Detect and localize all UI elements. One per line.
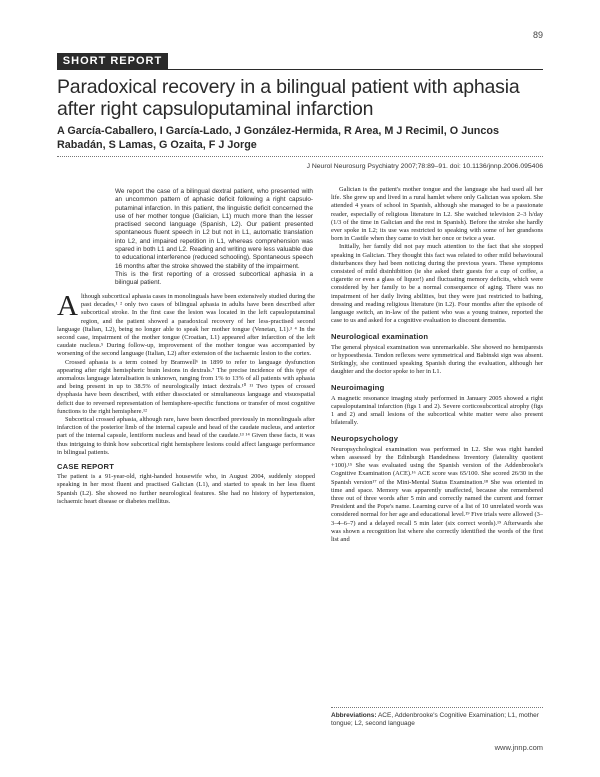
abbreviations-text: ACE, Addenbrooke's Cognitive Examination; L1, mother tongue; L2, second language bbox=[331, 712, 539, 728]
abbreviations-note bbox=[331, 712, 543, 729]
abstract-paragraph: This is the first reporting of a crossed subcortical aphasia in a bilingual patient. bbox=[115, 270, 313, 287]
abstract-paragraph: We report the case of a bilingual dextral patient, who presented with an uncommon pattern of aphasic deficit following a right capsulo-putaminal infarction. In this patient, the linguistic deficit concerned the use of her mother tongue (Galician, L1) much more than the lesser practised second language (Spanish, L2). Our patient presented spontaneous fluent speech in L2 but not in L1, automatic translation into L2, and impaired repetition in L1, whereas comprehension was spared in both L1 and L2. Reading and writing were less valuable due to educational interference (reduced schooling). Spontaneous speech 16 months after the stroke showed the stability of the impairment. bbox=[115, 188, 313, 270]
author-list: A García-Caballero, I García-Lado, J González-Hermida, R Area, M J Recimil, O Juncos Rabadán, S Lamas, G Ozaita, F J Jorge bbox=[57, 125, 500, 151]
body-paragraph: The patient is a 91-year-old, right-handed housewife who, in August 2004, suddenly stopped speaking in her most fluent and practised Galician (L1), and started to speak in her less fluent Spanish (L2). She showed no further neurological features. She had no history of hypertension, ischaemic heart disease or diabetes mellitus. bbox=[57, 473, 315, 505]
abbreviations-label: Abbreviations: bbox=[331, 712, 377, 719]
article-title: Paradoxical recovery in a bilingual patient with aphasia after right capsuloputaminal infarction bbox=[57, 76, 520, 120]
body-paragraph: The general physical examination was unremarkable. She showed no hemiparesis or hypoesthesia. Tendon reflexes were symmetrical and Babinski sign was absent. Strikingly, she continued speaking Spanish during the evaluation, although her daughter and the doctor spoke to her in L1. bbox=[331, 343, 543, 376]
citation-line: J Neurol Neurosurg Psychiatry 2007;78:89–91. doi: 10.1136/jnnp.2006.095406 bbox=[306, 163, 543, 170]
body-paragraph: A magnetic resonance imaging study performed in January 2005 showed a right capsuloputaminal infarction (figs 1 and 2). Severe corticosubcortical atrophy (figs 1 and 2) and small lesions of the subcortical white matter were also present bilaterally. bbox=[331, 394, 543, 427]
body-paragraph: Initially, her family did not pay much attention to the fact that she stopped speaking in Galician. They thought this fact was related to other mild behavioural disturbances they had been noticing during the previous years. These symptoms consisted of mild disinhibition (ie she asked their guests for a cup of coffee, a cigarette or even a glass of liquor!) and fluctuating memory deficits, which were considered by her family to be a normal consequence of aging. There was no impairment of her daily living abilities, but they were just restricted to bathing, dressing and reading religious literature (in L2). Four months after the episode of language switch, an in-law of the patient who was a young trainee, reported the case to us and asked for a cognitive evaluation to discount dementia. bbox=[331, 243, 543, 325]
case-report-heading: CASE REPORT bbox=[57, 462, 115, 472]
dotted-divider bbox=[331, 707, 543, 708]
right-column bbox=[331, 186, 543, 544]
footer-url[interactable]: www.jnnp.com bbox=[494, 743, 543, 752]
body-paragraph: Subcortical crossed aphasia, although rare, have been described previously in monolinguals after infarction of the posterior limb of the internal capsule and head of the caudate nucleus, and anterior part of the internal capsule, lentiform nucleus and head of the caudate.¹³ ¹⁴ Given these facts, it was thus intriguing to think how subcortical right hemisphere lesions could affect language performance in bilingual patients. bbox=[57, 416, 315, 456]
intro-paragraph bbox=[57, 290, 315, 359]
page-number: 89 bbox=[532, 30, 543, 40]
dotted-divider bbox=[57, 156, 543, 157]
abstract-box bbox=[115, 188, 313, 287]
drop-cap: A bbox=[57, 290, 78, 322]
body-paragraph: Galician is the patient's mother tongue and the language she had used all her life. She grew up and lived in a rural hamlet where only Galician was spoken. She attended 4 years of school in Spanish, although she managed to be a passionate reader, especially of religious literature in L2. She watched television 2–3 h/day (1/3 of the time in Galician and the rest in Spanish). Before the stroke she hardly ever spoke in L2; its use was restricted to speaking with some of her grandsons born in Castile when they came to visit her once or twice a year. bbox=[331, 186, 543, 243]
body-paragraph: Crossed aphasia is a term coined by Bramwell⁶ in 1899 to refer to language dysfunction appearing after right hemispheric brain lesions in dextrals.⁷ The precise incidence of this type of anomalous language lateralisation is unknown, ranging from 1% to 13% of all patients with aphasia and being present in up to 38.5% of neurologically intact dextrals.¹⁰ ¹¹ Two types of crossed dysphasia have been described, with either dissociated or simultaneous language and visuospatial deficit due to reversed representation of hemisphere-specific functions or transfer of most cognitive functions to the right hemisphere.¹² bbox=[57, 358, 315, 415]
neuroimaging-heading: Neuroimaging bbox=[331, 383, 385, 393]
section-banner: SHORT REPORT bbox=[57, 53, 168, 70]
neurological-exam-heading: Neurological examination bbox=[331, 332, 429, 342]
banner-rule bbox=[57, 69, 543, 70]
left-column bbox=[57, 290, 315, 506]
body-paragraph: Neuropsychological examination was performed in L2. She was right handed when assessed by the Edinburgh Handedness Inventory (laterality quotient +100).¹⁵ She was evaluated using the Spanish version of the Addenbrooke's Cognitive Examination (ACE).¹⁶ ACE score was 65/100. She scored 26/30 in the Spanish version¹⁷ of the Mini-Mental Status Examination.¹⁸ She was oriented in time and space. Memory was apparently unaffected, because she remembered three out of three words after 5 min and correctly named the current and former President and the Pope's name. Learning curve of a list of 10 unrelated words was considered normal for her age and educational level.¹⁹ Five trials were allowed (3–3–4–6–7) and a delayed recall 5 min later (six correct words).¹⁹ Afterwards she was shown a recognition list where she correctly identified the words of the first list and bbox=[331, 445, 543, 543]
intro-text: lthough subcortical aphasia cases in monolinguals have been extensively studied during the past decades,¹ ² only two cases of bilingual aphasia in adults have been described after subcortical stroke. In the first case the lesion was located in the left capsuloputaminal region, and the patient showed a paradoxical recovery of her less-practised second language (Italian, L2), being no longer able to speak her mother tongue (Venetan, L1).³ ⁴ In the second case, impairment of the mother tongue (Croatian, L1) appeared after infarction of the left caudate nucleus.⁵ During follow-up, improvement of the mother tongue was accompanied by worsening of the second language (Italian, L2) after extension of the ischaemic lesion to the cortex. bbox=[57, 293, 315, 358]
neuropsychology-heading: Neuropsychology bbox=[331, 434, 399, 444]
